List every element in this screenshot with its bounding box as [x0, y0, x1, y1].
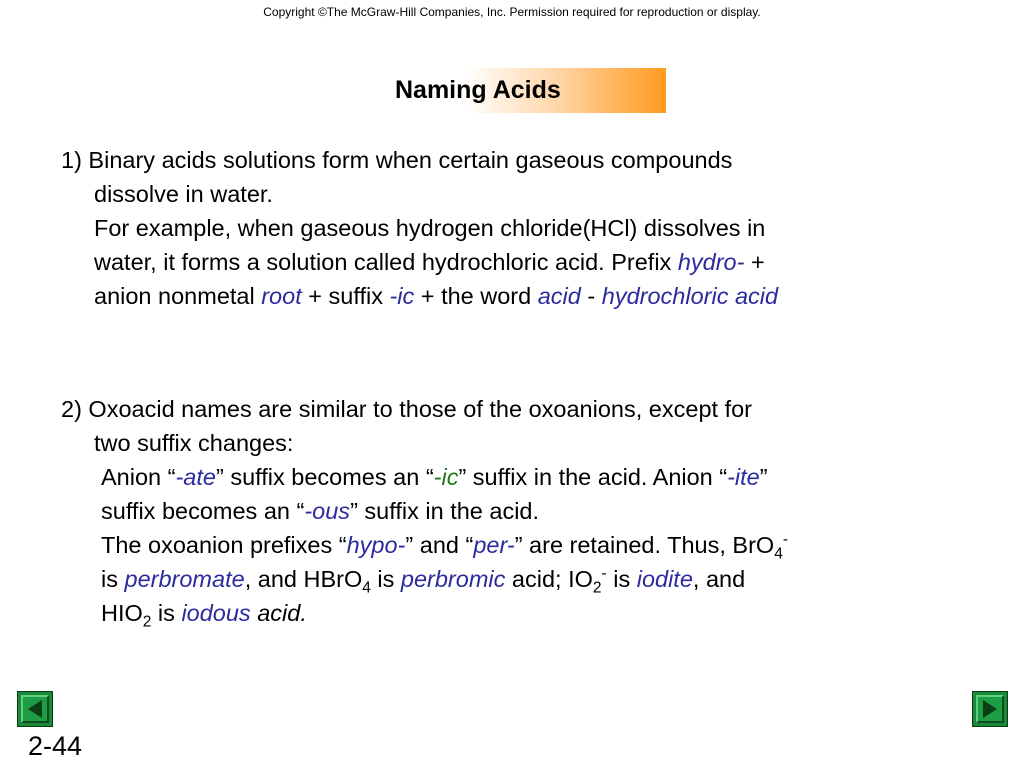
slide-number: 2-44	[28, 731, 83, 761]
term-iodous: iodous	[181, 600, 251, 626]
text-line: dissolve in water.	[94, 181, 273, 207]
triangle-left-icon	[25, 698, 45, 720]
term-per: per-	[473, 532, 515, 558]
term-ic: -ic	[433, 464, 459, 490]
text-line: Anion “-ate” suffix becomes an “-ic” suffix in the acid. Anion “-ite”	[101, 464, 768, 490]
paragraph-oxoacids	[61, 392, 788, 630]
slide-title: Naming Acids	[395, 76, 561, 104]
text-line: is perbromate, and HBrO$_4$ is perbromic acid; $IO_2^-$ is iodite, and	[101, 565, 746, 597]
text-line: water, it forms a solution called hydrochloric acid. Prefix hydro- +	[94, 249, 765, 275]
term-iodite: iodite	[636, 566, 693, 592]
next-slide-button[interactable]	[972, 691, 1008, 727]
text-line: two suffix changes:	[94, 430, 294, 456]
copyright-notice: Copyright ©The McGraw-Hill Companies, Inc. Permission required for reproduction or display.	[263, 5, 761, 19]
previous-slide-button[interactable]	[17, 691, 53, 727]
term-root: root	[261, 283, 302, 309]
text-line: For example, when gaseous hydrogen chloride(HCl) dissolves in	[94, 215, 766, 241]
text-line: $HIO_2$ is iodous acid.	[101, 600, 307, 631]
previous-button-face	[21, 695, 49, 723]
term-ite: -ite	[727, 464, 760, 490]
text-line: 1) Binary acids solutions form when certain gaseous compounds	[61, 147, 733, 173]
term-hydrochloric-acid: hydrochloric acid	[601, 283, 779, 309]
text-line: anion nonmetal root + suffix -ic + the word acid - hydrochloric acid	[94, 283, 779, 309]
next-button-face	[976, 695, 1004, 723]
term-perbromate: perbromate	[124, 566, 245, 592]
term-hypo: hypo-	[346, 532, 406, 558]
term-hydro: hydro-	[677, 249, 745, 275]
term-perbromic: perbromic	[400, 566, 506, 592]
term-acid: acid	[537, 283, 581, 309]
triangle-right-icon	[980, 698, 1000, 720]
paragraph-binary-acids	[61, 143, 778, 313]
text-line: 2) Oxoacid names are similar to those of the oxoanions, except for	[61, 396, 752, 422]
term-ate: -ate	[175, 464, 216, 490]
text-line: The oxoanion prefixes “hypo-” and “per-” are retained. Thus, BrO$_4$-	[101, 531, 788, 563]
term-ic: -ic	[389, 283, 415, 309]
term-ous: -ous	[304, 498, 351, 524]
text-line: suffix becomes an “-ous” suffix in the acid.	[101, 498, 540, 524]
